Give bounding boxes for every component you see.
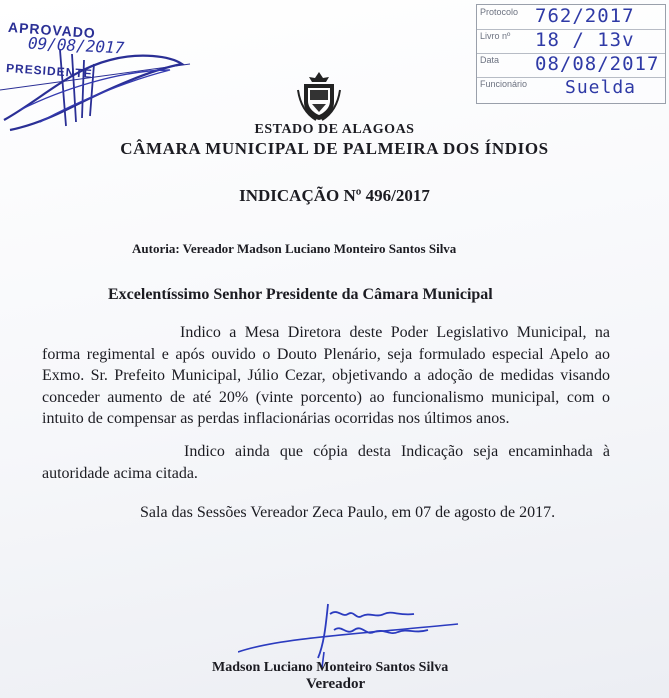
document-title: INDICAÇÃO Nº 496/2017 [239, 186, 430, 205]
livro-label: Livro nº [480, 31, 511, 41]
salutation: Excelentíssimo Senhor Presidente da Câmara Municipal [108, 286, 493, 303]
body-paragraph-1: Indico a Mesa Diretora deste Poder Legislativo Municipal, na forma regimental e após ouvido o Douto Plenário, seja formulado especial Apelo ao Exmo. Sr. Prefeito Municipal, Júlio Cezar, objetivando a adoção de medidas visando conceder aumento de até 20% (vinte porcento) ao funcionalismo municipal, com o intuito de compensar as perdas inflacionárias ocorridas nos últimos anos. [42, 324, 610, 427]
approved-label: APROVADO [7, 18, 97, 42]
data-label: Data [480, 55, 500, 65]
protocol-box [476, 4, 666, 104]
data-value: 08/08/2017 [535, 53, 660, 75]
funcionario-value: Suelda [565, 77, 637, 98]
signatory-name: Madson Luciano Monteiro Santos Silva [212, 660, 449, 675]
closing-line: Sala das Sessões Vereador Zeca Paulo, em 07 de agosto de 2017. [140, 504, 556, 521]
coat-of-arms-icon [296, 70, 342, 122]
authorship-line: Autoria: Vereador Madson Luciano Monteiro Santos Silva [132, 241, 457, 256]
president-label: PRESIDENTE [5, 60, 94, 82]
approved-date: 09/08/2017 [27, 33, 125, 58]
protocolo-label: Protocolo [480, 7, 519, 17]
funcionario-label: Funcionário [480, 79, 528, 89]
state-heading: ESTADO DE ALAGOAS [254, 122, 415, 137]
livro-value: 18 / 13v [535, 29, 635, 51]
signatory-role: Vereador [306, 676, 366, 692]
body-paragraph-2: Indico ainda que cópia desta Indicação seja encaminhada à autoridade acima citada. [42, 443, 610, 482]
approval-stamp [0, 0, 200, 140]
protocolo-value: 762/2017 [535, 5, 635, 27]
chamber-heading: CÂMARA MUNICIPAL DE PALMEIRA DOS ÍNDIOS [120, 139, 549, 158]
